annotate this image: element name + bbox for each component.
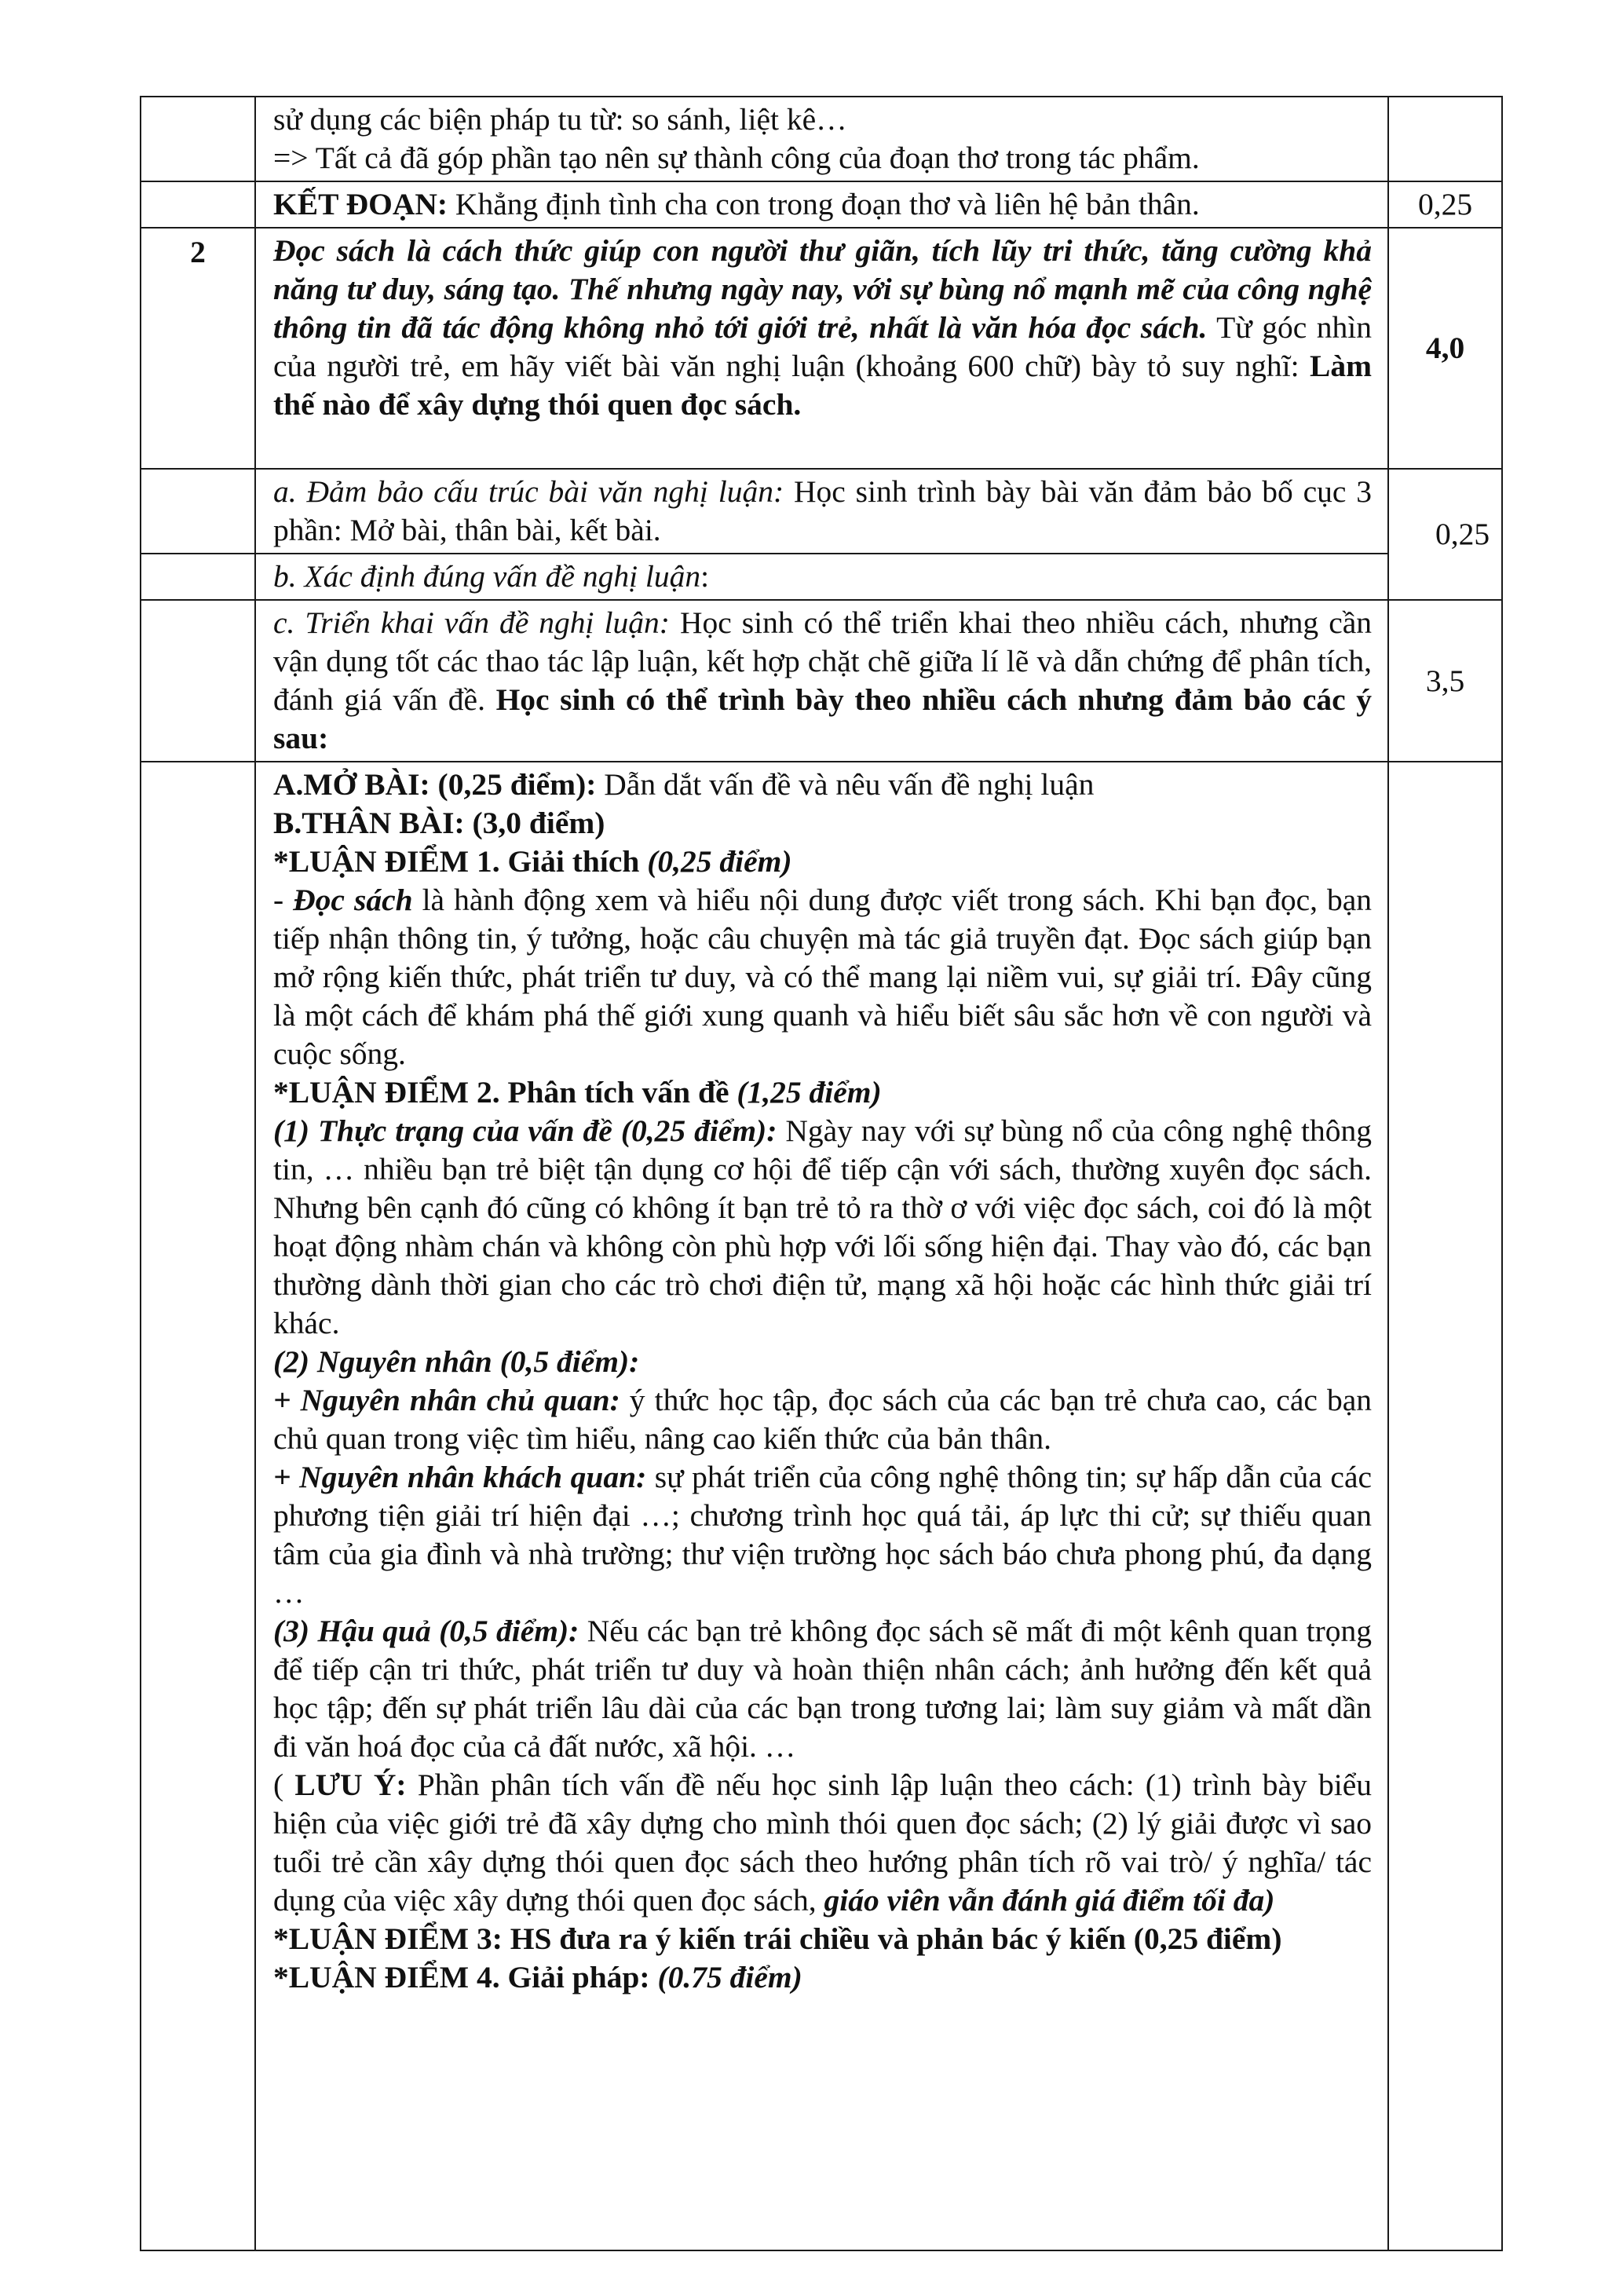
subheading: (1) Thực trạng của vấn đề (0,25 điểm): (273, 1113, 777, 1148)
table-row (141, 762, 1502, 2250)
body-text: Ngày nay với sự bùng nổ của công nghệ thông tin, … nhiều bạn trẻ biệt tận dụng cơ hội để tiếp cận với sách, thường xuyên đọc sách. Nhưng bên cạnh đó cũng có không ít bạn trẻ tỏ ra thờ ơ với việc đọc sách, coi đó là một hoạt động nhàm chán và không còn phù hợp với lối sống hiện đại. Thay vào đó, các bạn thường dành thời gian cho các trò chơi điện tử, mạng xã hội hoặc các hình thức giải trí khác. (273, 1113, 1372, 1340)
criterion-c-emphasis: Học sinh có thể trình bày theo nhiều cách nhưng đảm bảo các ý sau: (273, 682, 1372, 755)
table-row (141, 228, 1502, 469)
question-number-cell (141, 469, 255, 554)
question-number-cell: 2 (141, 228, 255, 469)
body-text: Nếu các bạn trẻ không đọc sách sẽ mất đi một kênh quan trọng để tiếp cận tri thức, phát triển tư duy và hoàn thiện nhân cách; ảnh hưởng đến kết quả học tập; đến sự phát triển lâu dài của các bạn trong tương lai; làm suy giảm và mất dần đi văn hoá đọc của cả đất nước, xã hội. … (273, 1614, 1372, 1764)
note-emphasis: giáo viên vẫn đánh giá điểm tối đa) (824, 1883, 1275, 1918)
ket-doan-text: Khẳng định tình cha con trong đoạn thơ và liên hệ bản thân. (448, 187, 1200, 221)
prompt-text: Từ góc nhìn của người trẻ, em hãy viết bài văn nghị luận (khoảng 600 chữ) bày tỏ suy nghĩ: (273, 310, 1372, 383)
luu-y-note (273, 1766, 1372, 1920)
content-cell (255, 97, 1388, 181)
question-number-cell (141, 97, 255, 181)
heading-points: (0,25 điểm) (647, 844, 792, 879)
score-cell: 3,5 (1388, 600, 1502, 762)
question-number-cell (141, 554, 255, 600)
subheading: + Nguyên nhân khách quan: (273, 1460, 647, 1494)
luan-diem-4-heading (273, 1958, 1372, 1997)
criterion-b-cell (255, 554, 1388, 600)
score-cell: 0,25 (1388, 181, 1502, 228)
luan-diem-1-heading (273, 843, 1372, 881)
criterion-c-text: Học sinh có thể triển khai theo nhiều cách, nhưng cần vận dụng tốt các thao tác lập luận, kết hợp chặt chẽ giữa lí lẽ và dẫn chứng để phân tích, đánh giá vấn đề. (273, 605, 1373, 717)
text-line: sử dụng các biện pháp tu từ: so sánh, liệt kê… (273, 102, 847, 137)
heading-text: *LUẬN ĐIỂM 4. Giải pháp: (273, 1960, 658, 1994)
criterion-b-text: : (700, 559, 710, 594)
grading-table (140, 96, 1503, 2251)
criterion-a-cell (255, 469, 1388, 554)
criterion-a-text: Học sinh trình bày bài văn đảm bảo bố cục 3 phần: Mở bài, thân bài, kết bài. (273, 474, 1372, 547)
thuc-trang-paragraph (273, 1112, 1372, 1343)
luan-diem-1-body (273, 881, 1372, 1073)
than-bai-heading: B.THÂN BÀI: (3,0 điểm) (273, 806, 605, 840)
criterion-c-label: c. Triển khai vấn đề nghị luận: (273, 605, 670, 640)
prompt-emphasis: Đọc sách là cách thức giúp con người thư giãn, tích lũy tri thức, tăng cường khả năng tư duy, sáng tạo. Thế nhưng ngày nay, với sự bùng nổ mạnh mẽ của công nghệ thông tin đã tác động không nhỏ tới giới trẻ, nhất là văn hóa đọc sách. (273, 233, 1372, 345)
question-number-cell (141, 762, 255, 2250)
table-row (141, 554, 1502, 600)
mo-bai-heading: A.MỞ BÀI: (0,25 điểm): (273, 767, 597, 802)
subheading: (3) Hậu quả (0,5 điểm): (273, 1614, 579, 1648)
text-line: => Tất cả đã góp phần tạo nên sự thành công của đoạn thơ trong tác phẩm. (273, 141, 1200, 175)
hau-qua-paragraph (273, 1612, 1372, 1766)
nguyen-nhan-khach-quan (273, 1458, 1372, 1612)
dash: - (273, 883, 294, 917)
table-row (141, 97, 1502, 181)
question-number-cell (141, 600, 255, 762)
heading-points: (1,25 điểm) (737, 1075, 882, 1110)
criterion-c-cell (255, 600, 1388, 762)
score-cell (1388, 762, 1502, 2250)
prompt-topic: Làm thế nào để xây dựng thói quen đọc sách. (273, 349, 1372, 422)
mo-bai-text: Dẫn dắt vấn đề và nêu vấn đề nghị luận (596, 767, 1095, 802)
criterion-a-label: a. Đảm bảo cấu trúc bài văn nghị luận: (273, 474, 784, 509)
heading-text: *LUẬN ĐIỂM 2. Phân tích vấn đề (273, 1075, 737, 1110)
content-cell (255, 181, 1388, 228)
nguyen-nhan-chu-quan (273, 1381, 1372, 1458)
luan-diem-2-heading (273, 1073, 1372, 1112)
score-cell (1388, 97, 1502, 181)
body-text: sự phát triển của công nghệ thông tin; sự hấp dẫn của các phương tiện giải trí hiện đại …; chương trình học quá tải, áp lực thi cử; sự thiếu quan tâm của gia đình và nhà trường; thư viện trường học sách báo chưa phong phú, đa dạng … (273, 1460, 1373, 1610)
score-value: 0,25 (1435, 517, 1490, 551)
heading-text: *LUẬN ĐIỂM 1. Giải thích (273, 844, 648, 879)
criterion-b-label: b. Xác định đúng vấn đề nghị luận (273, 559, 701, 594)
question-prompt-cell (255, 228, 1388, 469)
mo-bai-line (273, 766, 1372, 804)
note-text: Phần phân tích vấn đề nếu học sinh lập luận theo cách: (1) trình bày biểu hiện của việc giới trẻ đã xây dựng cho mình thói quen đọc sách; (2) lý giải được vì sao tuổi trẻ cần xây dựng thói quen đọc sách theo hướng phân tích rõ vai trò/ ý nghĩa/ tác dụng của việc xây dựng thói quen đọc sách, (273, 1768, 1373, 1918)
body-text: là hành động xem và hiểu nội dung được viết trong sách. Khi bạn đọc, bạn tiếp nhận thông tin, ý tưởng, hoặc câu chuyện mà tác giả truyền đạt. Đọc sách giúp bạn mở rộng kiến thức, phát triển tư duy, và có thể mang lại niềm vui, sự giải trí. Đây cũng là một cách để khám phá thế giới xung quanh và hiểu biết sâu sắc hơn về con người và cuộc sống. (273, 883, 1373, 1071)
note-paren: ( (273, 1768, 295, 1802)
heading-points: (0.75 điểm) (657, 1960, 802, 1994)
table-row (141, 600, 1502, 762)
table-row (141, 469, 1502, 554)
outline-cell (255, 762, 1388, 2250)
score-cell (1388, 469, 1502, 600)
subheading: + Nguyên nhân chủ quan: (273, 1383, 620, 1417)
score-cell: 4,0 (1388, 228, 1502, 469)
note-label: LƯU Ý: (294, 1768, 407, 1802)
luan-diem-3-heading: *LUẬN ĐIỂM 3: HS đưa ra ý kiến trái chiều và phản bác ý kiến (0,25 điểm) (273, 1921, 1282, 1956)
table-row (141, 181, 1502, 228)
nguyen-nhan-heading: (2) Nguyên nhân (0,5 điểm): (273, 1344, 640, 1379)
ket-doan-label: KẾT ĐOẠN: (273, 187, 448, 221)
term: Đọc sách (293, 883, 413, 917)
body-text: ý thức học tập, đọc sách của các bạn trẻ chưa cao, các bạn chủ quan trong việc tìm hiểu, nâng cao kiến thức của bản thân. (273, 1383, 1372, 1456)
question-number-cell (141, 181, 255, 228)
